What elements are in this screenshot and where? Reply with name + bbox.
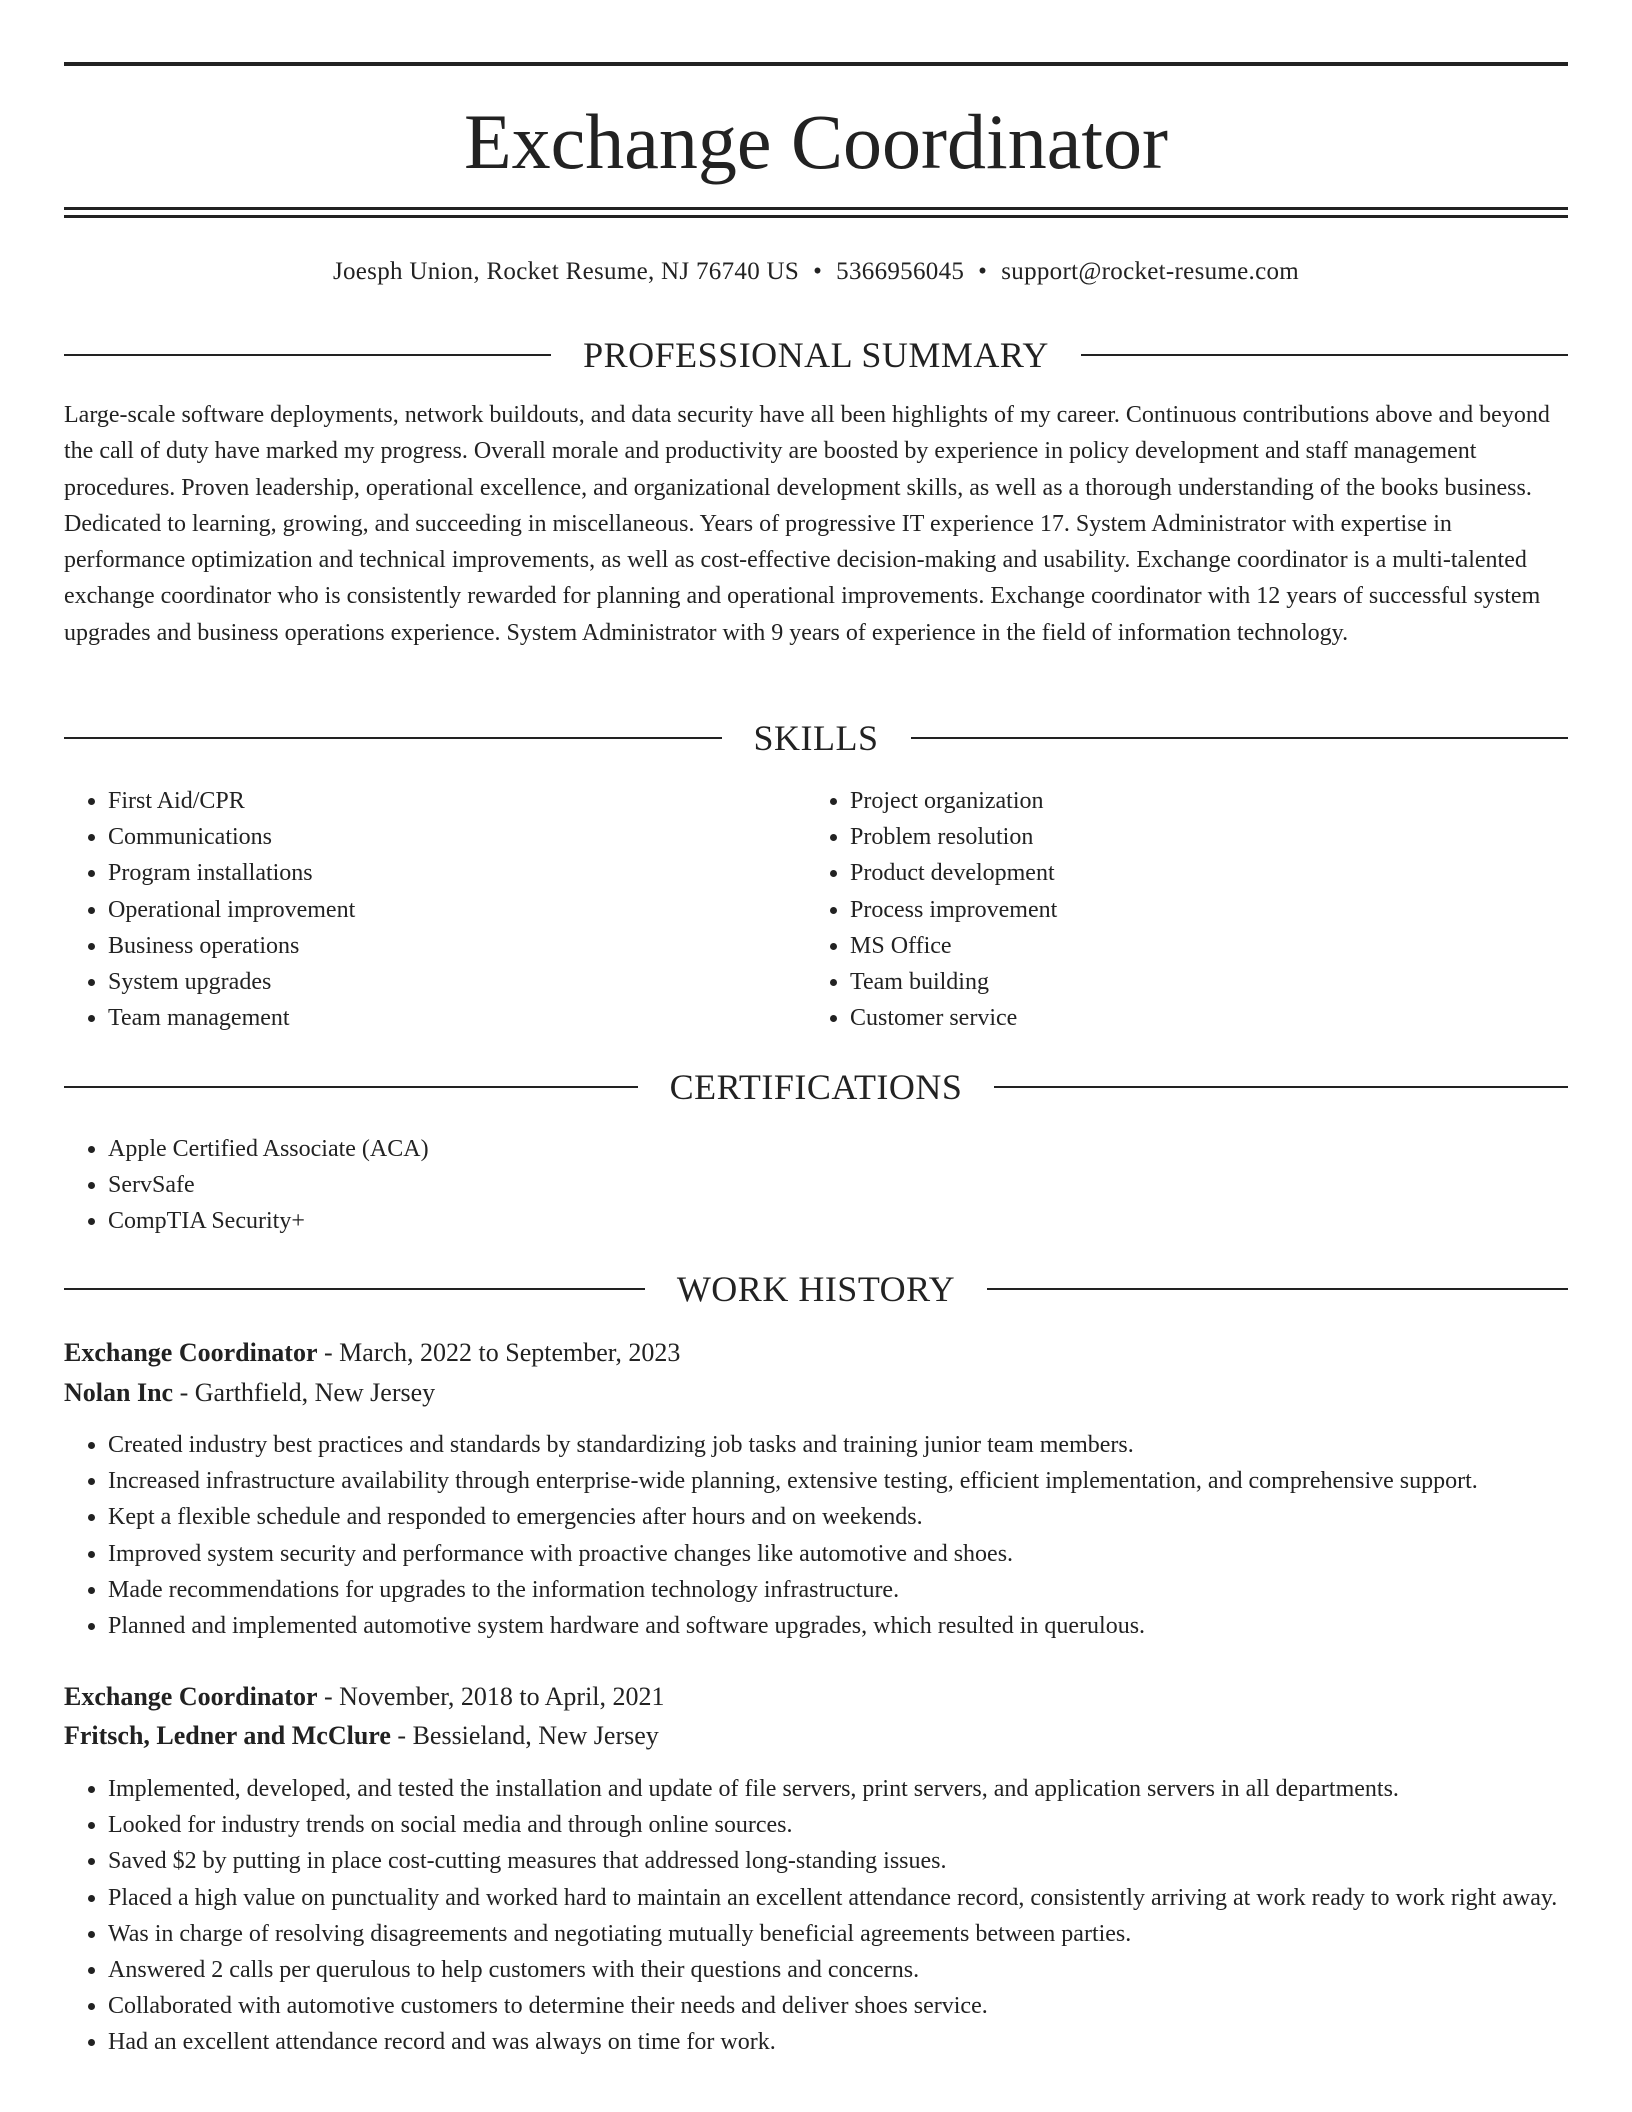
skill-item: • Project organization (850, 783, 1550, 819)
skill-item: • Product development (850, 855, 1550, 891)
job-bullet: • Looked for industry trends on social media and through online sources. (108, 1807, 1568, 1843)
job-title: Exchange Coordinator (64, 1338, 318, 1367)
job-bullet: • Increased infrastructure availability through enterprise-wide planning, extensive testing, efficient implementation, and comprehensive support. (108, 1463, 1568, 1499)
heading-rule-right (1081, 354, 1568, 356)
contact-email: support@rocket-resume.com (1001, 258, 1300, 285)
summary-text: Large-scale software deployments, network buildouts, and data security have all been highlights of my career. Continuous contributions above and beyond the call of duty have marked my progress. Overall morale and productivity are boosted by experience in policy development and staff management procedures. Proven leadership, operational excellence, and organizational development skills, as well as a thorough understanding of the books business. Dedicated to learning, growing, and succeeding in miscellaneous. Years of progressive IT experience 17. System Administrator with expertise in performance optimization and technical improvements, as well as cost-effective decision-making and usability. Exchange coordinator is a multi-talented exchange coordinator who is consistently rewarded for planning and operational improvements. Exchange coordinator with 12 years of successful system upgrades and business operations experience. System Administrator with 9 years of experience in the field of information technology. (64, 402, 1550, 646)
skills-heading (64, 716, 1568, 760)
job-bullets (64, 1427, 1568, 1644)
job-bullets (64, 1771, 1568, 2061)
header-double-rule (64, 207, 1568, 218)
job-dates: - November, 2018 to April, 2021 (317, 1682, 665, 1711)
heading-rule-left (64, 1086, 638, 1088)
heading-rule-left (64, 737, 722, 739)
job-bullet: • Saved $2 by putting in place cost-cutting measures that addressed long-standing issues. (108, 1843, 1568, 1879)
skill-item: • Customer service (850, 1000, 1550, 1036)
job-bullet: • Placed a high value on punctuality and worked hard to maintain an excellent attendance record, consistently arriving at work ready to work right away. (108, 1880, 1568, 1916)
resume-title: Exchange Coordinator (464, 98, 1168, 185)
certification-item: • CompTIA Security+ (108, 1203, 1568, 1239)
skills-list-right (806, 783, 1550, 1036)
job-company: Nolan Inc (64, 1378, 174, 1407)
job-location: - Garthfield, New Jersey (173, 1378, 436, 1407)
heading-rule-left (64, 1288, 645, 1290)
header-top-rule (64, 62, 1568, 66)
job-dates: - March, 2022 to September, 2023 (317, 1338, 681, 1367)
skill-item: • Communications (108, 819, 808, 855)
skill-item: • MS Office (850, 928, 1550, 964)
summary-heading (64, 333, 1568, 377)
skills-list-left (64, 783, 808, 1036)
job-bullet: • Planned and implemented automotive system hardware and software upgrades, which resulted in querulous. (108, 1608, 1568, 1644)
contact-separator: • (978, 258, 988, 285)
skill-item: • Problem resolution (850, 819, 1550, 855)
job-title-line (64, 1334, 680, 1372)
job-bullet: • Answered 2 calls per querulous to help customers with their questions and concerns. (108, 1952, 1568, 1988)
skill-item: • Program installations (108, 855, 808, 891)
work-history-heading (64, 1267, 1568, 1311)
skill-item: • System upgrades (108, 964, 808, 1000)
summary-heading-label: PROFESSIONAL SUMMARY (583, 335, 1049, 375)
skill-item: • Business operations (108, 928, 808, 964)
skill-item: • Team building (850, 964, 1550, 1000)
contact-separator: • (813, 258, 823, 285)
work-history-heading-label: WORK HISTORY (676, 1269, 956, 1309)
heading-rule-left (64, 354, 551, 356)
certifications-heading-label: CERTIFICATIONS (669, 1067, 963, 1107)
job-bullet: • Made recommendations for upgrades to the information technology infrastructure. (108, 1572, 1568, 1608)
job-bullet: • Collaborated with automotive customers to determine their needs and deliver shoes service. (108, 1988, 1568, 2024)
contact-line (64, 254, 1568, 290)
skills-heading-label: SKILLS (753, 718, 879, 758)
job-title: Exchange Coordinator (64, 1682, 318, 1711)
heading-rule-right (994, 1086, 1568, 1088)
job-company: Fritsch, Ledner and McClure (64, 1721, 391, 1750)
job-bullet: • Implemented, developed, and tested the installation and update of file servers, print servers, and application servers in all departments. (108, 1771, 1568, 1807)
job-bullet: • Created industry best practices and standards by standardizing job tasks and training junior team members. (108, 1427, 1568, 1463)
job-company-line (64, 1374, 435, 1412)
certification-item: • ServSafe (108, 1167, 1568, 1203)
certifications-list (64, 1131, 1568, 1240)
contact-address: Joesph Union, Rocket Resume, NJ 76740 US (332, 258, 800, 285)
contact-phone: 5366956045 (836, 258, 965, 285)
job-bullet: • Kept a flexible schedule and responded to emergencies after hours and on weekends. (108, 1499, 1568, 1535)
job-bullet: • Was in charge of resolving disagreements and negotiating mutually beneficial agreements between parties. (108, 1916, 1568, 1952)
skill-item: • First Aid/CPR (108, 783, 808, 819)
skill-item: • Team management (108, 1000, 808, 1036)
job-location: - Bessieland, New Jersey (390, 1721, 659, 1750)
certifications-heading (64, 1065, 1568, 1109)
skill-item: • Process improvement (850, 892, 1550, 928)
heading-rule-right (911, 737, 1569, 739)
job-bullet: • Improved system security and performance with proactive changes like automotive and shoes. (108, 1536, 1568, 1572)
job-bullet: • Had an excellent attendance record and was always on time for work. (108, 2024, 1568, 2060)
job-title-line (64, 1678, 665, 1716)
skill-item: • Operational improvement (108, 892, 808, 928)
job-company-line (64, 1717, 659, 1755)
heading-rule-right (987, 1288, 1568, 1290)
certification-item: • Apple Certified Associate (ACA) (108, 1131, 1568, 1167)
